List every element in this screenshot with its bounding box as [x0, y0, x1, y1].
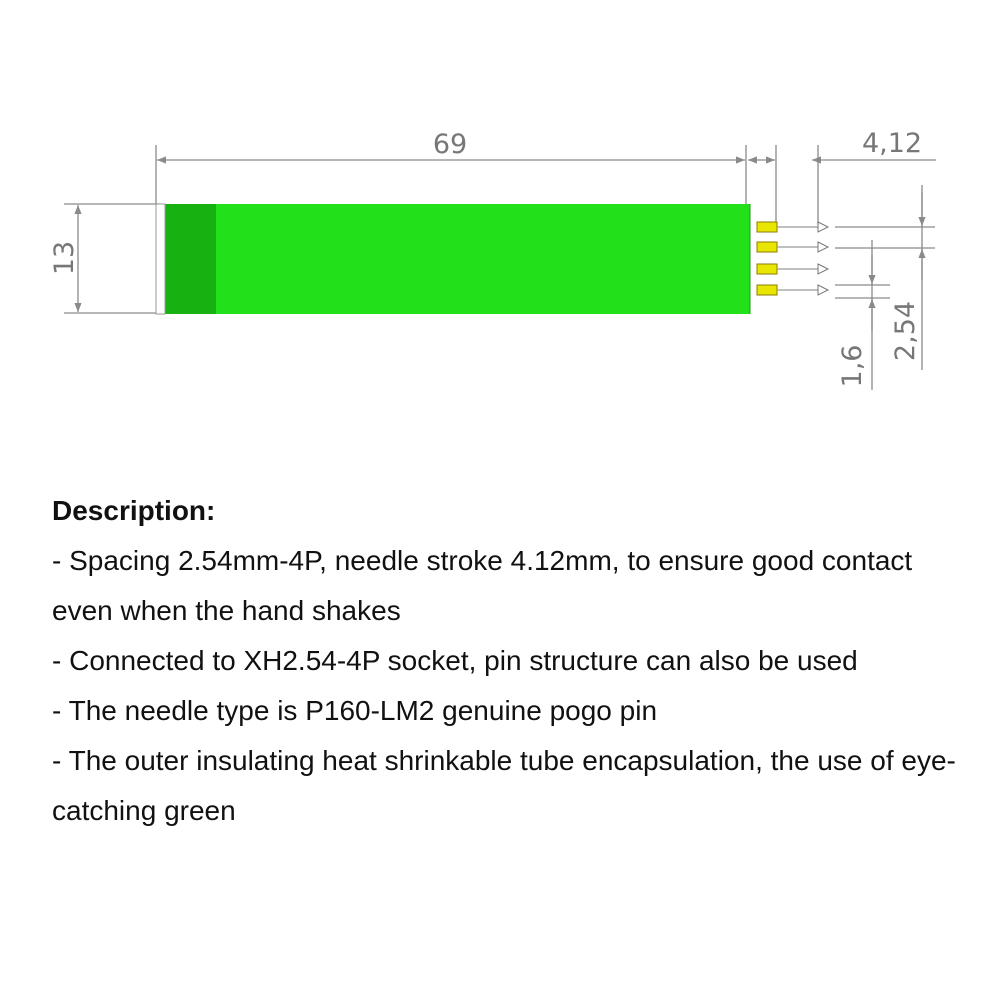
pogo-pin [757, 285, 828, 295]
stroke-label: 4,12 [861, 128, 923, 159]
dimension-diagram [0, 0, 1000, 460]
description-section [52, 486, 972, 836]
description-item: - Spacing 2.54mm-4P, needle stroke 4.12mm, to ensure good contact even when the hand shakes [52, 545, 913, 626]
pogo-pin-drawing [0, 0, 1000, 460]
tube-end-cap [156, 204, 165, 314]
description-item: - The outer insulating heat shrinkable tube encapsulation, the use of eye-catching green [52, 745, 956, 826]
length-label: 69 [432, 129, 468, 160]
pin-diameter-label: 1,6 [837, 344, 868, 388]
diameter-label: 13 [49, 240, 80, 276]
pogo-pin [757, 242, 828, 252]
pogo-pins [757, 222, 828, 295]
description-heading: Description: [52, 495, 216, 526]
description-item: - The needle type is P160-LM2 genuine pogo pin [52, 695, 658, 726]
pogo-pin [757, 264, 828, 274]
tube-end-band [164, 204, 216, 314]
description-item: - Connected to XH2.54-4P socket, pin structure can also be used [52, 645, 858, 676]
pitch-label: 2,54 [890, 300, 921, 362]
tube-body [156, 204, 750, 314]
description-list [52, 536, 972, 836]
